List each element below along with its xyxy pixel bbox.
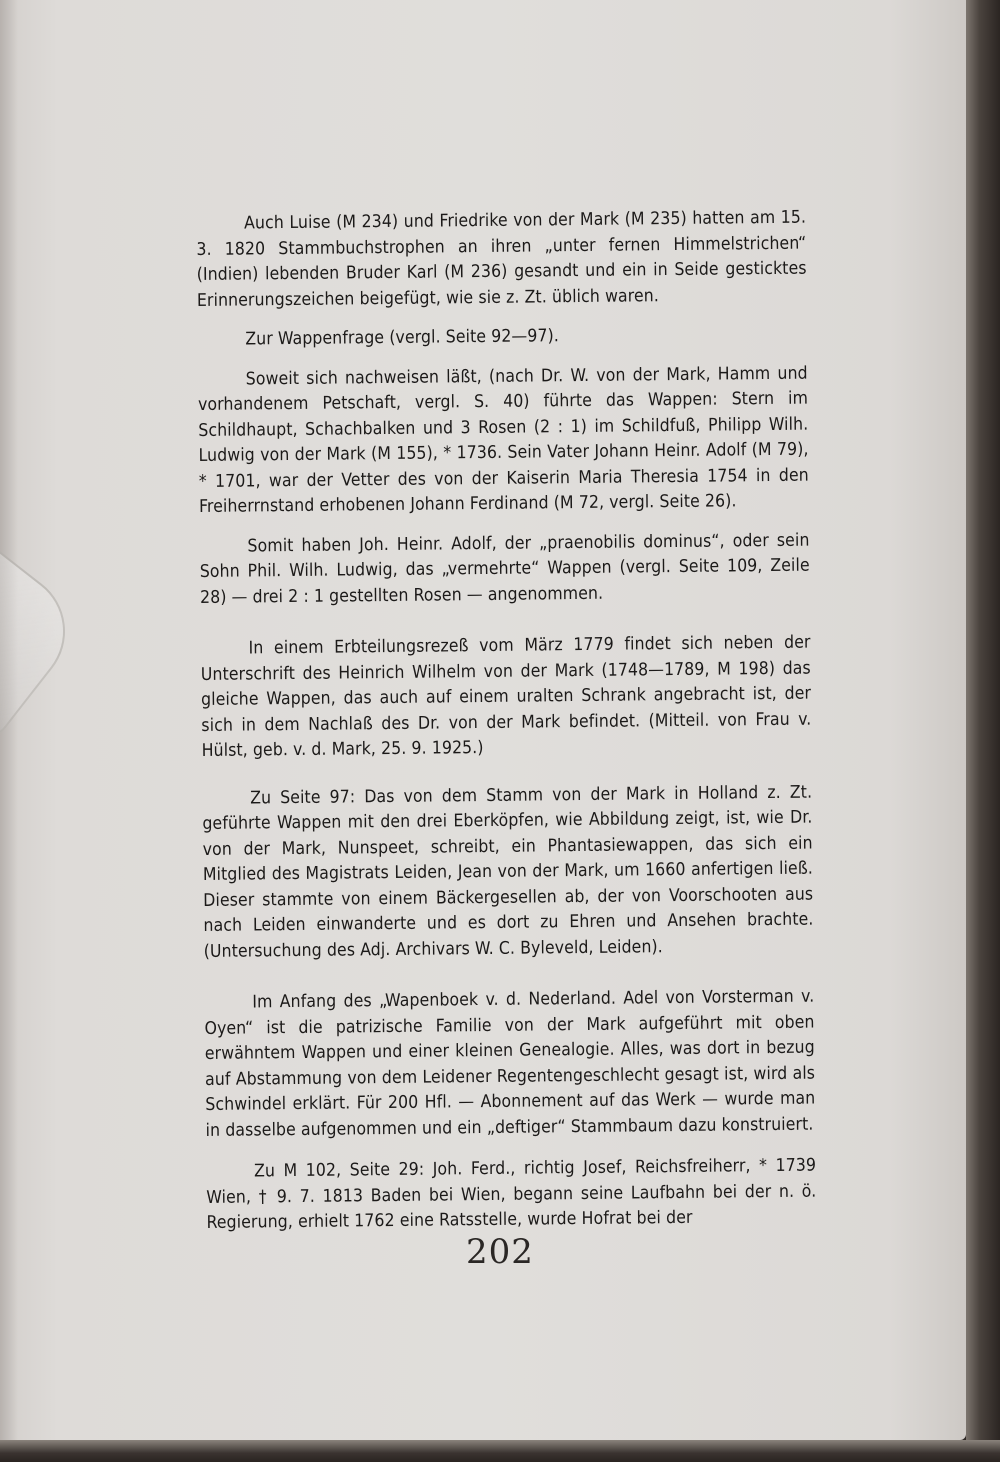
paragraph-erbteilung: In einem Erbteilungsrezeß vom März 1779 findet sich neben der Unterschrift des Heinrich Wilhelm von der Mark (1748—1789, M 198) das gleiche Wappen, das auch auf einem uralten Schrank angebracht ist, der sich in dem Nachlaß des Dr. von der Mark befindet. (Mitteil. von Frau v. Hülst, geb. v. d. Mark, 25. 9. 1925.) xyxy=(200,632,812,761)
body-text xyxy=(196,206,817,1237)
paragraph-praenobilis: Somit haben Joh. Heinr. Adolf, der „praenobilis dominus“, oder sein Sohn Phil. Wilh. Ludwig, das „vermehrte“ Wappen (vergl. Seite 109, Zeile 28) — drei 2 : 1 gestellten Rosen — angenommen. xyxy=(199,530,810,608)
paragraph-wappen-description: Soweit sich nachweisen läßt, (nach Dr. W. von der Mark, Hamm und vorhandenem Petschaft, vergl. S. 40) führte das Wappen: Stern im Schildhaupt, Schachbalken und 3 Rosen (2 : 1) im Schildfuß, Philipp Wilh. Ludwig von der Mark (M 155), * 1736. Sein Vater Johann Heinr. Adolf (M 79), * 1701, war der Vetter des von der Kaiserin Maria Theresia 1754 in den Freiherrnstand erhobenen Johann Ferdinand (M 72, vergl. Seite 26). xyxy=(197,363,809,517)
paragraph-wappenfrage-heading: Zur Wappenfrage (vergl. Seite 92—97). xyxy=(245,326,560,350)
paragraph-wapenboek: Im Anfang des „Wapenboek v. d. Nederland. Adel von Vorsterman v. Oyen“ ist die patrizische Familie von der Mark aufgeführt mit oben erwähntem Wappen und einer kleinen Genealogie. Alles, was dort in bezug auf Abstammung von dem Leidener Regentengeschlecht gesagt ist, wird als Schwindel erklärt. Für 200 Hfl. — Abonnement auf das Werk — wurde man in dasselbe aufgenommen und ein „deftiger“ Stammbaum dazu konstruiert. xyxy=(204,986,816,1141)
page-stack-edge-bottom xyxy=(0,1440,1000,1462)
page-number: 202 xyxy=(466,1232,534,1272)
paragraph-seite-97: Zu Seite 97: Das von dem Stamm von der Mark in Holland z. Zt. geführte Wappen mit den drei Eberköpfen, wie Abbildung zeigt, ist, wie Dr. von der Mark, Nunspeet, schreibt, ein Phantasiewappen, das sich ein Mitglied des Magistrats Leiden, Jean von der Mark, um 1660 anfertigen ließ. Dieser stammte von einem Bäckergesellen ab, der von Voorschooten aus nach Leiden einwanderte und es dort zu Ehren und Ansehen brachte. (Untersuchung des Adj. Archivars W. C. Byleveld, Leiden). xyxy=(202,782,814,962)
page-stack-edge-right xyxy=(966,0,1000,1462)
paragraph-m102: Zu M 102, Seite 29: Joh. Ferd., richtig Josef, Reichsfreiherr, * 1739 Wien, † 9. 7. 1813 Baden bei Wien, begann seine Laufbahn bei der n. ö. Regierung, erhielt 1762 eine Ratsstelle, wurde Hofrat bei der xyxy=(206,1155,817,1233)
paragraph-luise-friedrike: Auch Luise (M 234) und Friedrike von der Mark (M 235) hatten am 15. 3. 1820 Stammbuchstrophen an ihren „unter fernen Himmelstrichen“ (Indien) lebenden Bruder Karl (M 236) gesandt und ein in Seide gesticktes Erinnerungszeichen beigefügt, wie sie z. Zt. üblich waren. xyxy=(196,207,807,311)
